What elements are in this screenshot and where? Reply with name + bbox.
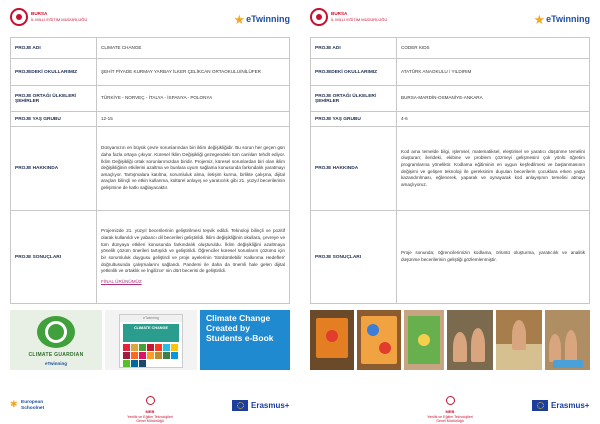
etwinning-logo (534, 10, 590, 28)
sdg-tile (155, 344, 162, 351)
erasmus-text: Erasmus+ (251, 401, 290, 410)
meb-emblem-icon (310, 8, 328, 26)
row-key: PROJEDEKİ OKULLARIMIZ (311, 59, 397, 86)
erasmus-logo (232, 400, 290, 412)
table-row (11, 38, 290, 59)
row-value: ATATÜRK ANAOKULU / YILDIRIM (397, 59, 590, 86)
row-key: PROJE HAKKINDA (311, 127, 397, 211)
sdg-tile (123, 344, 130, 351)
photo-classroom-floor (496, 310, 542, 370)
table-row (11, 86, 290, 112)
meb-logo-line1: BURSA (331, 11, 348, 16)
star-icon: ✱ (10, 399, 18, 409)
eu-flag-icon (532, 400, 548, 411)
etwinning-logo-text: eTwinning (246, 14, 290, 24)
about-paragraph: Kod ama temelde bilgi, işlemsel, matematiksel, eleştirisel ve yaratıcı düşünme temelini oluşturan; ilerideki, ekibine ve problem çözmeyi gelişmesini çok yönlü öğretim programlarına yöneliktir. Kodlama eğitiminin en uygun keşfedilmesi ve başlanmasının değişimi ve gelişen teknoloji ile gereksinim duyulan becerilerin çocuklara erken yaşta kazandırılması, eğlenerek, yaparak ve oynayarak kod anlayışının temelini atmayı amaçlıyoruz. (401, 148, 585, 187)
european-schoolnet-logo (10, 398, 60, 414)
ebook-title: Climate Change Created by Students e-Book (206, 313, 274, 343)
row-value (97, 211, 290, 304)
sdg-tile (147, 344, 154, 351)
yegitek-logo (115, 392, 185, 423)
page-footer (10, 392, 290, 424)
page-footer (310, 392, 590, 424)
star-icon: ★ (233, 11, 246, 27)
row-key: PROJE YAŞ GRUBU (311, 112, 397, 127)
sdg-tile (163, 344, 170, 351)
table-row (11, 59, 290, 86)
row-key: PROJE SONUÇLARI (311, 211, 397, 304)
robot-face-icon (326, 330, 338, 342)
meb-emblem-icon (146, 396, 155, 405)
meb-logo-line2: İL MİLLİ EĞİTİM MÜDÜRLÜĞÜ (31, 17, 88, 22)
results-paragraph: Proje sonunda; öğrencilerimizin kodlama, öriüntü oluşturma, yaratıcılık ve analitik düşünme becerilerinin geliştiği gözlemlenmiştir. (401, 250, 585, 262)
poster-title: CLIMATE GUARDIAN (28, 352, 84, 358)
project-info-table (10, 37, 290, 304)
table-row (311, 211, 590, 304)
photo-coding-mat (357, 310, 401, 370)
eu-flag-icon (232, 400, 248, 411)
etwinning-logo (234, 10, 290, 28)
left-page (10, 6, 290, 424)
row-value: CODER KIDS (397, 38, 590, 59)
erasmus-text: Erasmus+ (551, 401, 590, 410)
row-value: CLIMATE CHANGE (97, 38, 290, 59)
ebook-caption: CLIMATE CHANGE (133, 326, 169, 330)
photo-coding-board (310, 310, 354, 370)
student-figure (471, 328, 485, 362)
row-value (397, 211, 590, 304)
row-value (397, 127, 590, 211)
row-value: TÜRKİYE - NORVEÇ - İTALYA - İSPANYA - POLONYA (97, 86, 290, 112)
row-key: PROJE ORTAĞI ÜLKELER/ŞEHİRLER (311, 86, 397, 112)
row-key: PROJE YAŞ GRUBU (11, 112, 97, 127)
sdg-tile (147, 352, 154, 359)
yegitek-line3: Genel Müdürlüğü (136, 419, 164, 424)
photo-students-activity (447, 310, 493, 370)
table-row (11, 112, 290, 127)
sdg-tile (131, 344, 138, 351)
meb-logo-line2: İL MİLLİ EĞİTİM MÜDÜRLÜĞÜ (331, 17, 388, 22)
student-figure (512, 320, 526, 350)
photo-ebook-page (105, 310, 197, 370)
coding-mat (361, 316, 397, 364)
project-photos (310, 310, 590, 370)
sdg-tile (139, 344, 146, 351)
sdg-tile (123, 360, 130, 367)
yegitek-logo (415, 392, 485, 423)
row-value: ŞEHİT PİYADE KURMAY YARBAY İLKER ÇELİKCAN ORTAOKULU/NİLÜFER (97, 59, 290, 86)
results-paragraph: Projemizde 21. yüzyıl becerilerinin geliştirilmesi teşvik edildi. Teknoloji bilinçli ve pozitif olarak kullanıldı ve yabancı dil becerileri geliştirildi. İklim değişikliğinin okullara, çevreye ve tüm dünyaya etkileri konusunda farkındalık oluşturuldu. İklim değişikliğini azaltmaya yönelik çözüm önerileri tartışıldı ve geliştirildi. Öğrenciler küresel sorunların çözümü için bir sorumluluk duygusu geliştirdi ve proje ayelerinin 'Sürdürülebilir Kalkınma Hedefleri' doğrultusunda çalışmalarını sağlandı. Pandemi ile daha da önemli hale gelen dijital yetkinlik ve ortaklık ve İngilizce' nin dört becerisi de geliştirildi. (101, 228, 285, 274)
arrow-card-icon (367, 324, 379, 336)
table-row (311, 38, 590, 59)
etwinning-logo-text: eTwinning (546, 14, 590, 24)
project-photos (10, 310, 290, 370)
poster-subtitle: eTwinning (45, 361, 67, 366)
row-value (97, 127, 290, 211)
photo-coding-grid (404, 310, 444, 370)
page-header (310, 6, 590, 34)
yegitek-line1: MEB (145, 409, 155, 414)
row-key: PROJE SONUÇLARI (11, 211, 97, 304)
row-key: PROJEDEKİ OKULLARIMIZ (11, 59, 97, 86)
floor-grid (553, 360, 583, 368)
student-figure (565, 330, 577, 362)
table-row (311, 112, 590, 127)
robot-face-icon (379, 342, 391, 354)
row-value: 12-15 (97, 112, 290, 127)
row-value: BURSA-MARDİN-OSMANİYE-ANKARA (397, 86, 590, 112)
yegitek-line3: Genel Müdürlüğü (436, 419, 464, 424)
es-line2: Schoolnet (21, 406, 45, 411)
sdg-tile (139, 360, 146, 367)
globe-icon (45, 321, 67, 343)
star-icon: ★ (533, 11, 546, 27)
row-value: 4-6 (397, 112, 590, 127)
ebook-header: eTwinning (120, 315, 182, 322)
student-figure (453, 332, 467, 362)
sdg-tile (163, 352, 170, 359)
sdg-tile (139, 352, 146, 359)
right-page (310, 6, 590, 424)
es-line1: European (21, 400, 44, 405)
final-product-link[interactable]: FİNAL ÜRÜNÜMÜZ (101, 278, 142, 284)
meb-logo-line1: BURSA (31, 11, 48, 16)
ebook-cover (119, 314, 183, 368)
meb-emblem-icon (446, 396, 455, 405)
sdg-tile (171, 344, 178, 351)
sdg-tile (155, 352, 162, 359)
sdg-tile (131, 352, 138, 359)
photo-climate-guardian (10, 310, 102, 370)
table-row (311, 59, 590, 86)
row-key: PROJE HAKKINDA (11, 127, 97, 211)
erasmus-logo (532, 400, 590, 412)
yegitek-line1: MEB (445, 409, 455, 414)
meb-logo (10, 6, 88, 30)
sdg-tile (123, 352, 130, 359)
about-paragraph: Dünyamızın en büyük çevre sorunlarından biri iklim değişikliğidir. Bu sorun her geçen gün daha fazla ortaya çıkıyor. Küresel İklim Değişikliği gezegendeki tüm canlıları tehdit ediyor. İklim Değişikliği ortak sorunlarımızdan biridir. Projemiz, küresel sorunlardan biri olan iklim değişikliğinin etkilerini azaltma ve bunlara uyum sağlama konusunda farkındalık yaratmayı amaçlıyor. Tartışmalara katılma, sorumluluk alma, iletişim kurma, birlikte çalışma, dijital araçları bilinçli ve etkin kullanma, kültürel anlayış ve yaratıcılık gibi 21. yüzyıl becerilerinin gelişimine de katkı sağlayacaktır. (101, 145, 285, 191)
meb-logo (310, 6, 388, 30)
sdg-goal-grid (123, 344, 179, 367)
sdg-tile (171, 352, 178, 359)
table-row (11, 127, 290, 211)
photo-classroom-group (545, 310, 590, 370)
table-row (11, 211, 290, 304)
character-card-icon (418, 334, 430, 346)
project-info-table (310, 37, 590, 304)
yegitek-line2: Yenilik ve Eğitim Teknolojileri (427, 414, 473, 419)
student-figure (549, 334, 561, 362)
table-row (311, 127, 590, 211)
row-key: PROJE ADI (311, 38, 397, 59)
page-header (10, 6, 290, 34)
row-key: PROJE ADI (11, 38, 97, 59)
yegitek-line2: Yenilik ve Eğitim Teknolojileri (127, 414, 173, 419)
table-row (311, 86, 590, 112)
meb-emblem-icon (10, 8, 28, 26)
sdg-tile (131, 360, 138, 367)
row-key: PROJE ORTAĞI ÜLKELER/ŞEHİRLER (11, 86, 97, 112)
photo-ebook-cover (200, 310, 290, 370)
